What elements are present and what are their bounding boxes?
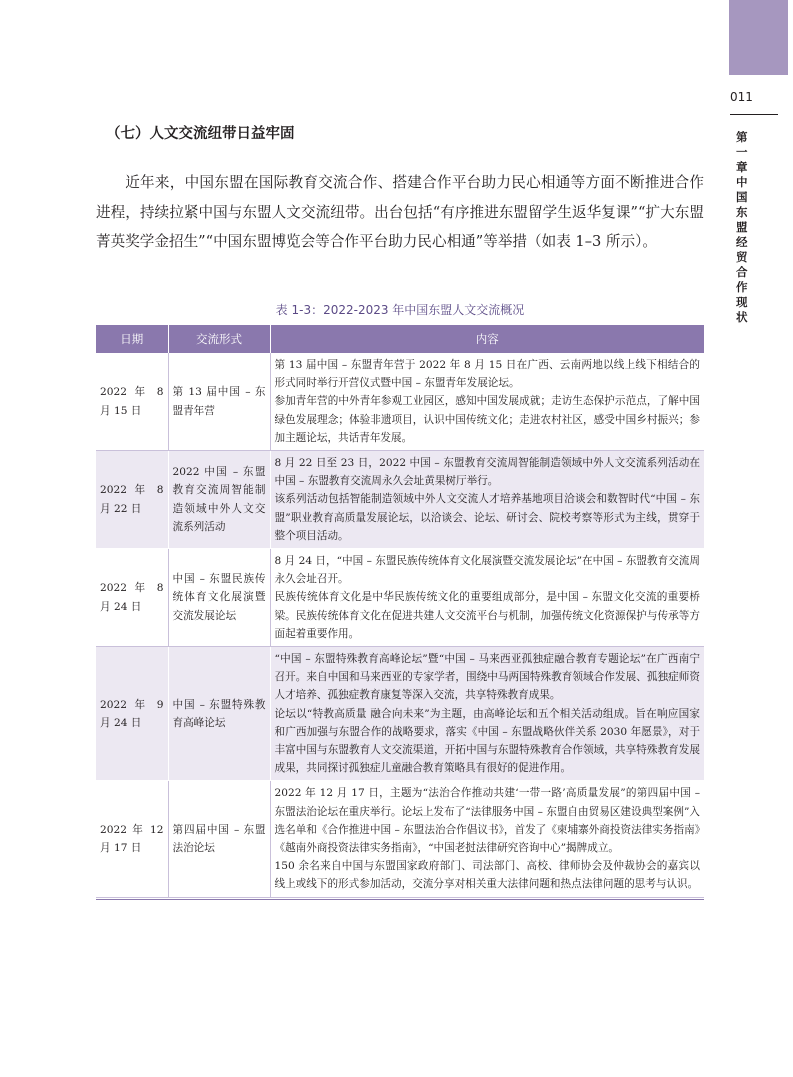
row-date: 2022 年 8 月 24 日	[96, 549, 168, 647]
content-paragraph: 8 月 22 日至 23 日，2022 中国 – 东盟教育交流周智能制造领域中外人文交流系列活动在中国 – 东盟教育交流周永久会址黄果树厅举行。	[274, 457, 700, 488]
content-paragraph: 民族传统体育文化是中华民族传统文化的重要组成部分，是中国 – 东盟文化交流的重要桥梁。民族传统体育文化在促进共建人文交流平台与机制，加强传统文化资源保护与传承等方面起着重要作用。	[274, 591, 700, 640]
row-form: 第四届中国 – 东盟法治论坛	[168, 781, 270, 897]
row-content	[270, 353, 704, 451]
chapter-tab-marker	[729, 0, 788, 75]
row-form: 中国 – 东盟民族传统体育文化展演暨交流发展论坛	[168, 549, 270, 647]
table-row	[96, 451, 704, 549]
content-paragraph: 参加青年营的中外青年参观工业园区，感知中国发展成就；走访生态保护示范点，了解中国绿色发展理念；体验非遗项目，认识中国传统文化；走进农村社区，感受中国乡村振兴；参加主题论坛，共话青年发展。	[274, 395, 700, 444]
row-content	[270, 647, 704, 781]
row-content	[270, 781, 704, 897]
row-form: 第 13 届中国 – 东盟青年营	[168, 353, 270, 451]
table-header-row	[96, 325, 704, 353]
row-date: 2022 年 8 月 15 日	[96, 353, 168, 451]
content-paragraph: “中国 – 东盟特殊教育高峰论坛”暨“中国 – 马来西亚孤独症融合教育专题论坛”在广西南宁召开。来自中国和马来西亚的专家学者，围绕中马两国特殊教育领域合作发展、孤独症师资人才培养、孤独症教育康复等深入交流，共享特殊教育成果。	[274, 653, 700, 702]
content-paragraph: 2022 年 12 月 17 日，主题为“法治合作推动共建‘一带一路’高质量发展”的第四届中国 – 东盟法治论坛在重庆举行。论坛上发布了“法律服务中国 – 东盟自由贸易区建设典型案例”入选名单和《合作推进中国 – 东盟法治合作倡议书》，首发了《柬埔寨外商投资法律实务指南》《越南外商投资法律实务指南》，“中国老挝法律研究咨询中心”揭牌成立。	[274, 787, 700, 855]
content-paragraph: 第 13 届中国 – 东盟青年营于 2022 年 8 月 15 日在广西、云南两地以线上线下相结合的形式同时举行开营仪式暨中国 – 东盟青年发展论坛。	[274, 359, 700, 390]
section-heading: （七）人文交流纽带日益牢固	[106, 126, 295, 142]
content-paragraph: 论坛以“特教高质量 融合向未来”为主题，由高峰论坛和五个相关活动组成。旨在响应国家和广西加强与东盟合作的战略要求，落实《中国 – 东盟战略伙伴关系 2030 年愿景》，对于丰富中国与东盟教育人文交流渠道，开拓中国与东盟特殊教育合作领域，共享特殊教育发展成果，共同探讨孤独症儿童融合教育策略具有很好的促进作用。	[274, 707, 700, 775]
row-content	[270, 549, 704, 647]
table-row	[96, 781, 704, 897]
row-form: 2022 中国 – 东盟教育交流周智能制造领域中外人文交流系列活动	[168, 451, 270, 549]
exchange-table	[96, 325, 704, 898]
table-row	[96, 353, 704, 451]
page-number-rule	[730, 114, 778, 115]
table-bottom-rule	[96, 899, 704, 900]
header-content: 内容	[270, 325, 704, 353]
row-date: 2022 年 9 月 24 日	[96, 647, 168, 781]
table-row	[96, 647, 704, 781]
row-date: 2022 年 8 月 22 日	[96, 451, 168, 549]
row-form: 中国 – 东盟特殊教育高峰论坛	[168, 647, 270, 781]
header-date: 日期	[96, 325, 168, 353]
body-paragraph: 近年来，中国东盟在国际教育交流合作、搭建合作平台助力民心相通等方面不断推进合作进程，持续拉紧中国与东盟人文交流纽带。出台包括“有序推进东盟留学生返华复课”“扩大东盟菁英奖学金招生”“中国东盟博览会等合作平台助力民心相通”等举措（如表 1–3 所示）。	[96, 174, 704, 250]
row-content	[270, 451, 704, 549]
table-row	[96, 549, 704, 647]
content-paragraph: 150 余名来自中国与东盟国家政府部门、司法部门、高校、律师协会及仲裁协会的嘉宾以线上或线下的形式参加活动，交流分享对相关重大法律问题和热点法律问题的思考与认识。	[274, 860, 700, 891]
page-number: 011	[730, 90, 753, 104]
chapter-label: 第一章 中国东盟经贸合作现状	[736, 130, 748, 324]
content-paragraph: 8 月 24 日，“中国 – 东盟民族传统体育文化展演暨交流发展论坛”在中国 – 东盟教育交流周永久会址召开。	[274, 555, 700, 586]
row-date: 2022 年 12 月 17 日	[96, 781, 168, 897]
header-form: 交流形式	[168, 325, 270, 353]
content-paragraph: 该系列活动包括智能制造领域中外人文交流人才培养基地项目洽谈会和数智时代“中国 – 东盟”职业教育高质量发展论坛，以洽谈会、论坛、研讨会、院校考察等形式为主线，贯穿于整个项目活动。	[274, 493, 700, 542]
table-caption: 表 1-3：2022-2023 年中国东盟人文交流概况	[275, 303, 525, 317]
